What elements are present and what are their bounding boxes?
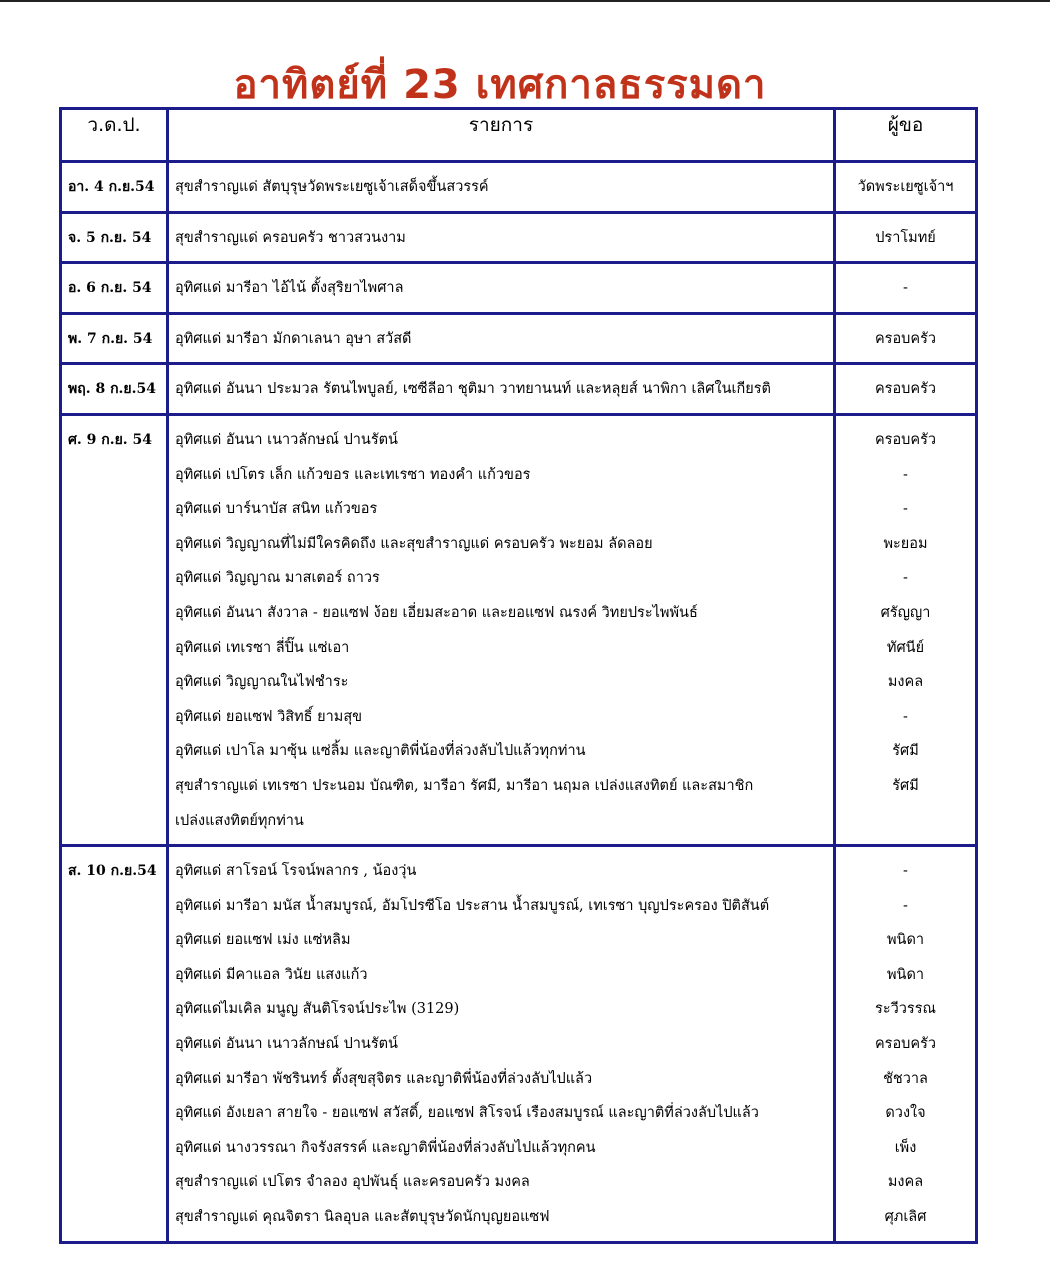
requester-line: เพ็ง xyxy=(894,1139,917,1156)
table-row xyxy=(61,263,977,314)
requester-line xyxy=(836,804,975,839)
requester-line: ครอบครัว xyxy=(874,330,937,347)
requester-line: ดวงใจ xyxy=(885,1105,926,1122)
intention-line: สุขสำราญแด่ เปโตร จำลอง อุปพันธุ์ และครอบครัว มงคล xyxy=(175,1174,530,1191)
requester-line: ครอบครัว xyxy=(874,1036,937,1053)
row-date: อ. 6 ก.ย. 54 xyxy=(61,263,168,314)
requester-line: รัศมี xyxy=(892,777,919,794)
intention-line: อุทิศแด่ อันนา เนาวลักษณ์ ปานรัตน์ xyxy=(175,431,398,448)
requester-line: ทัศนีย์ xyxy=(886,639,925,656)
mass-intentions-table xyxy=(59,107,978,1244)
row-items xyxy=(168,414,835,845)
header-date: ว.ด.ป. xyxy=(61,109,168,162)
header-requester: ผู้ขอ xyxy=(835,109,977,162)
intention-line: อุทิศแด่ มารีอา พัชรินทร์ ตั้งสุขสุจิตร และญาติพี่น้องที่ล่วงลับไปแล้ว xyxy=(175,1070,593,1087)
row-date: จ. 5 ก.ย. 54 xyxy=(61,212,168,263)
row-items xyxy=(168,162,835,213)
requester-line: - xyxy=(903,708,908,725)
requester-line: - xyxy=(903,897,908,914)
requester-line: พะยอม xyxy=(883,535,928,552)
row-requesters xyxy=(835,364,977,415)
intention-line: สุขสำราญแด่ เทเรซา ประนอม บัณฑิต, มารีอา รัศมี, มารีอา นฤมล เปล่งแสงทิตย์ และสมาชิก xyxy=(175,777,754,794)
requester-line: รัศมี xyxy=(892,743,919,760)
intention-line: อุทิศแด่ ยอแซฟ เม่ง แซ่หลิม xyxy=(175,932,351,949)
intention-line: อุทิศแด่ มารีอา มักดาเลนา อุษา สวัสดี xyxy=(175,330,412,347)
intention-line: อุทิศแด่ วิญญาณ มาสเตอร์ ถาวร xyxy=(175,570,380,587)
intention-line: อุทิศแด่ มารีอา ไอ้ไน้ ตั้งสุริยาไพศาล xyxy=(175,280,404,297)
intention-line: อุทิศแด่ ยอแซฟ วิสิทธิ์ ยามสุข xyxy=(175,708,363,725)
row-requesters xyxy=(835,162,977,213)
row-date: ศ. 9 ก.ย. 54 xyxy=(61,414,168,845)
intention-line: สุขสำราญแด่ คุณจิตรา นิลอุบล และสัตบุรุษวัดนักบุญยอแซฟ xyxy=(175,1209,550,1226)
intention-line: อุทิศแด่ มารีอา มนัส น้ำสมบูรณ์, อัมโปรซีโอ ประสาน น้ำสมบูรณ์, เทเรซา บุญประครอง ปิติสันต์ xyxy=(175,897,770,914)
requester-line: มงคล xyxy=(887,1174,924,1191)
requester-line: - xyxy=(903,570,908,587)
row-requesters xyxy=(835,212,977,263)
intention-line: อุทิศแด่ไมเคิล มนูญ สันติโรจน์ประไพ (3129) xyxy=(175,1001,460,1018)
requester-line: - xyxy=(903,501,908,518)
requester-line: ปราโมทย์ xyxy=(875,229,936,246)
row-items xyxy=(168,263,835,314)
requester-line: - xyxy=(903,280,908,297)
header-item: รายการ xyxy=(168,109,835,162)
requester-line: ศรัญญา xyxy=(880,604,931,621)
intention-line: อุทิศแด่ วิญญาณที่ไม่มีใครคิดถึง และสุขสำราญแด่ ครอบครัว พะยอม ลัดลอย xyxy=(175,535,653,552)
row-date: พฤ. 8 ก.ย.54 xyxy=(61,364,168,415)
intention-line: อุทิศแด่ สาโรอน์ โรจน์พลากร , น้องวุ่น xyxy=(175,863,417,880)
requester-line: ชัชวาล xyxy=(883,1070,928,1087)
table-header-row xyxy=(61,109,977,162)
table-row xyxy=(61,162,977,213)
intention-line: อุทิศแด่ เปาโล มาซุ้น แซ่ลิ้ม และญาติพี่น้องที่ล่วงลับไปแล้วทุกท่าน xyxy=(175,743,586,760)
intention-line: อุทิศแด่ อังเยลา สายใจ - ยอแซฟ สวัสดิ์, ยอแซฟ สิโรจน์ เรืองสมบูรณ์ และญาติที่ล่วงลับไปแล้ว xyxy=(175,1105,759,1122)
intention-line: อุทิศแด่ นางวรรณา กิจรังสรรค์ และญาติพี่น้องที่ล่วงลับไปแล้วทุกคน xyxy=(175,1139,596,1156)
requester-line: วัดพระเยซูเจ้าฯ xyxy=(857,179,954,195)
table-row xyxy=(61,212,977,263)
row-items xyxy=(168,364,835,415)
intention-line: สุขสำราญแด่ ครอบครัว ชาวสวนงาม xyxy=(175,229,406,246)
intention-line: สุขสำราญแด่ สัตบุรุษวัดพระเยซูเจ้าเสด็จขึ้นสวรรค์ xyxy=(175,179,489,195)
row-requesters xyxy=(835,263,977,314)
table-row xyxy=(61,313,977,364)
requester-line: มงคล xyxy=(887,674,924,691)
intention-line: อุทิศแด่ อันนา เนาวลักษณ์ ปานรัตน์ xyxy=(175,1036,398,1053)
row-requesters xyxy=(835,313,977,364)
requester-line: พนิดา xyxy=(886,932,925,949)
intention-line: อุทิศแด่ บาร์นาบัส สนิท แก้วขอร xyxy=(175,501,378,518)
intention-line: อุทิศแด่ เปโตร เล็ก แก้วขอร และเทเรซา ทองคำ แก้วขอร xyxy=(175,466,531,483)
row-requesters xyxy=(835,846,977,1243)
row-date: พ. 7 ก.ย. 54 xyxy=(61,313,168,364)
row-items xyxy=(168,846,835,1243)
page-title: อาทิตย์ที่ 23 เทศกาลธรรมดา xyxy=(233,62,767,108)
intention-line: อุทิศแด่ อันนา สังวาล - ยอแซฟ ง้อย เอี่ยมสะอาด และยอแซฟ ณรงค์ วิทยประไพพันธ์ xyxy=(175,604,698,621)
row-items xyxy=(168,212,835,263)
requester-line: - xyxy=(903,863,908,880)
requester-line: ระวีวรรณ xyxy=(875,1001,936,1018)
requester-line: - xyxy=(903,466,908,483)
table-row xyxy=(61,364,977,415)
requester-line: ครอบครัว xyxy=(874,431,937,448)
row-date: อา. 4 ก.ย.54 xyxy=(61,162,168,213)
table-body xyxy=(61,162,977,1243)
intention-line: อุทิศแด่ เทเรซา ลี่ปิ๊น แซ่เอา xyxy=(175,639,350,656)
intention-line: อุทิศแด่ มีคาแอล วินัย แสงแก้ว xyxy=(175,966,368,983)
intention-line: อุทิศแด่ อันนา ประมวล รัตนไพบูลย์, เซซีลีอา ชุติมา วาทยานนท์ และหลุยส์ นาพิกา เลิศในเกียรติ xyxy=(175,381,771,398)
table-row xyxy=(61,414,977,845)
row-items xyxy=(168,313,835,364)
row-date: ส. 10 ก.ย.54 xyxy=(61,846,168,1243)
requester-line: ศุภเลิศ xyxy=(884,1209,927,1226)
requester-line: ครอบครัว xyxy=(874,381,937,398)
intention-line: เปล่งแสงทิตย์ทุกท่าน xyxy=(175,812,304,829)
requester-line: พนิดา xyxy=(886,966,925,983)
top-border-line xyxy=(0,0,1050,2)
table-row xyxy=(61,846,977,1243)
row-requesters xyxy=(835,414,977,845)
intention-line: อุทิศแด่ วิญญาณในไฟชำระ xyxy=(175,674,349,691)
